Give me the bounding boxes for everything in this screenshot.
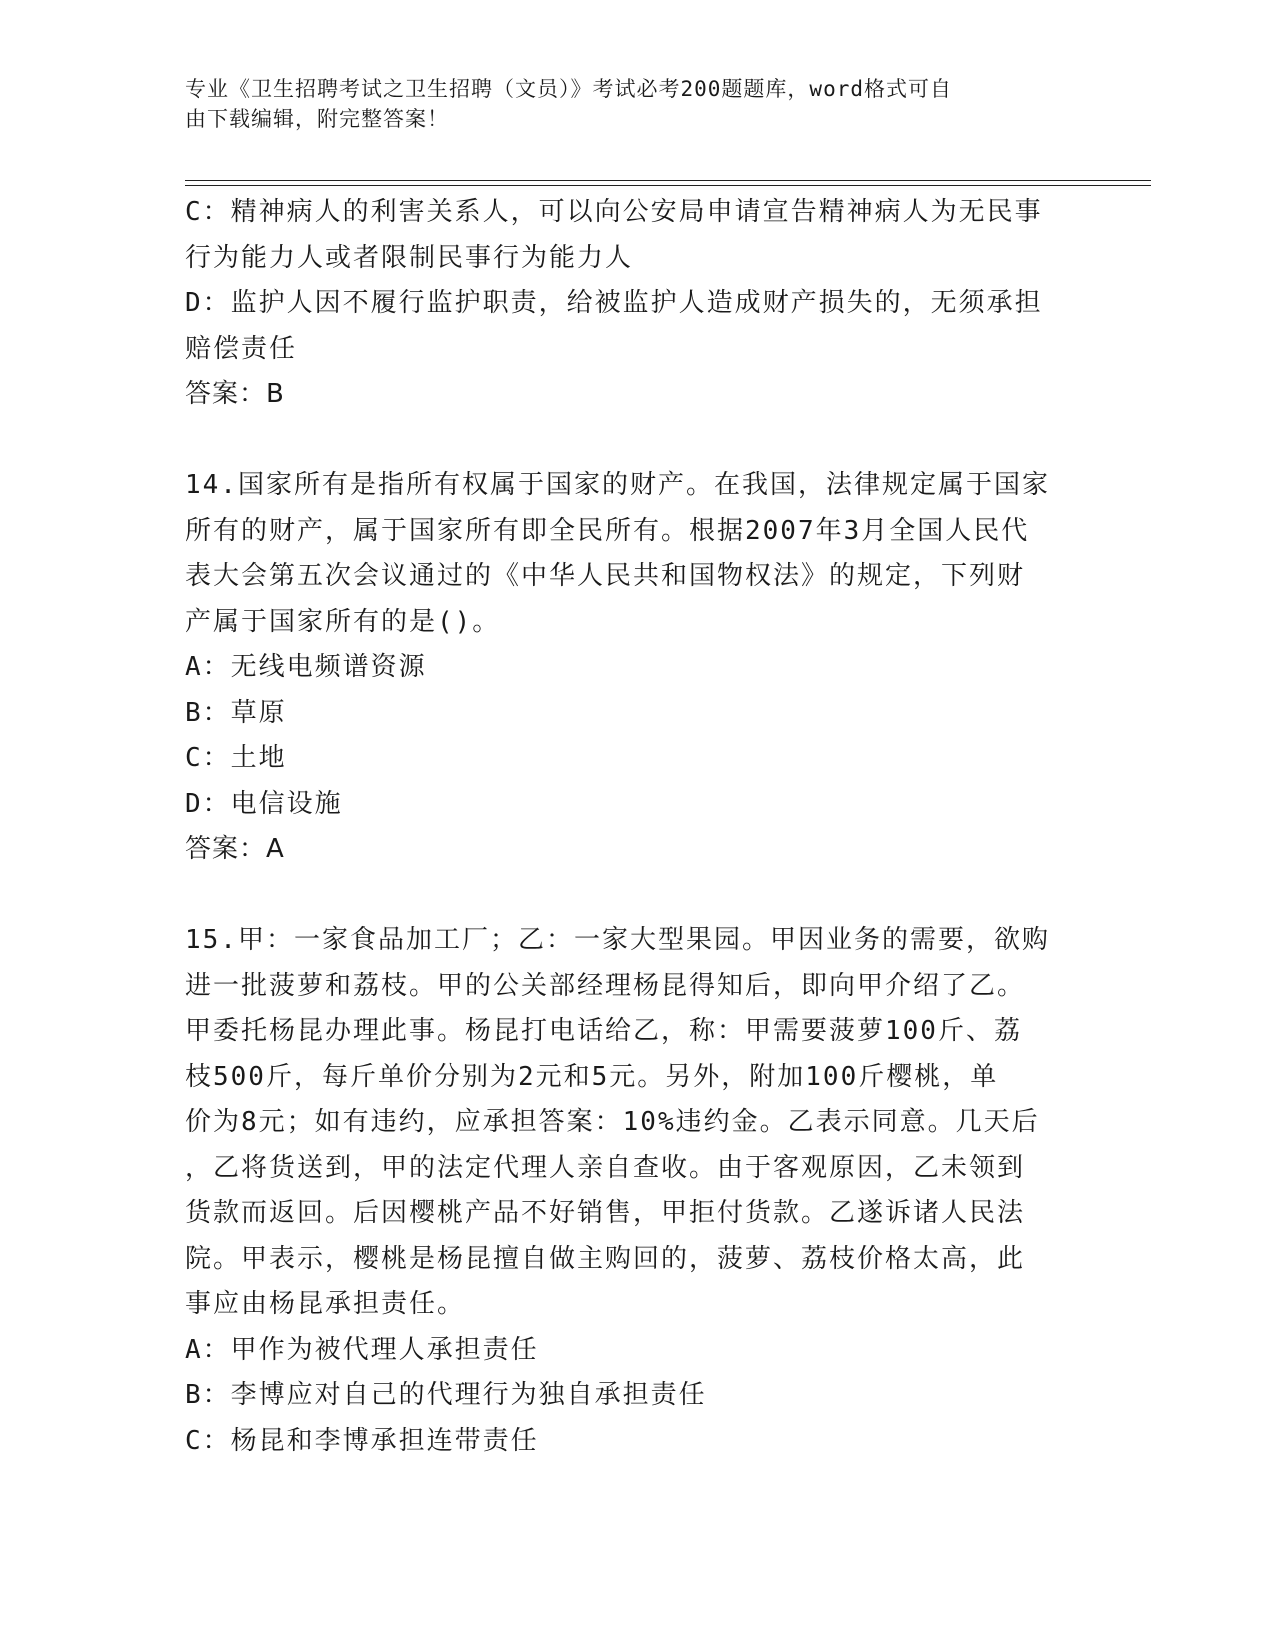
option-a: A：无线电频谱资源 [185,652,427,682]
option-a: A：甲作为被代理人承担责任 [185,1334,539,1365]
answer-label: 答案：A [185,834,285,864]
document-header [185,74,1085,134]
question-stem-line: 甲委托杨昆办理此事。杨昆打电话给乙，称：甲需要菠萝100斤、荔 [185,1016,1022,1046]
option-c: C：杨昆和李博承担连带责任 [185,1425,539,1456]
question-stem-line: 所有的财产，属于国家所有即全民所有。根据2007年3月全国人民代 [185,515,1030,546]
option-c: C：土地 [185,743,287,773]
answer-label: 答案：B [185,379,285,409]
question-15 [185,918,1085,1464]
question-stem-line: 进一批菠萝和荔枝。甲的公关部经理杨昆得知后，即向甲介绍了乙。 [185,970,1026,1001]
question-stem-line: 15.甲：一家食品加工厂；乙：一家大型果园。甲因业务的需要，欲购 [185,925,1050,955]
question-stem-line: ，乙将货送到，甲的法定代理人亲自查收。由于客观原因，乙未领到 [185,1152,1026,1183]
spacer [185,873,1085,919]
header-line: 专业《卫生招聘考试之卫生招聘（文员）》考试必考200题题库，word格式可自 [185,77,952,101]
option-d-line: D：监护人因不履行监护职责，给被监护人造成财产损失的，无须承担 [185,288,1043,318]
question-13-continued [185,190,1085,418]
option-c-line: C：精神病人的利害关系人，可以向公安局申请宣告精神病人为无民事 [185,197,1043,227]
document-body [185,190,1085,1464]
question-stem-line: 表大会第五次会议通过的《中华人民共和国物权法》的规定，下列财 [185,561,1026,591]
question-14 [185,463,1085,873]
option-d-line: 赔偿责任 [185,333,298,364]
question-stem-line: 价为8元；如有违约，应承担答案：10%违约金。乙表示同意。几天后 [185,1107,1040,1137]
question-stem-line: 产属于国家所有的是()。 [185,606,501,637]
question-stem-line: 货款而返回。后因樱桃产品不好销售，甲拒付货款。乙遂诉诸人民法 [185,1198,1026,1228]
header-line: 由下载编辑，附完整答案！ [185,107,449,131]
option-b: B：李博应对自己的代理行为独自承担责任 [185,1380,707,1410]
header-divider [185,185,1151,186]
option-c-line: 行为能力人或者限制民事行为能力人 [185,242,634,273]
spacer [185,418,1085,464]
question-stem-line: 14.国家所有是指所有权属于国家的财产。在我国，法律规定属于国家 [185,470,1050,500]
question-stem-line: 事应由杨昆承担责任。 [185,1289,466,1319]
question-stem-line: 枝500斤，每斤单价分别为2元和5元。另外，附加100斤樱桃，单 [185,1061,999,1092]
option-b: B：草原 [185,697,287,728]
option-d: D：电信设施 [185,788,343,819]
question-stem-line: 院。甲表示，樱桃是杨昆擅自做主购回的，菠萝、荔枝价格太高，此 [185,1243,1026,1274]
header-divider [185,180,1151,181]
